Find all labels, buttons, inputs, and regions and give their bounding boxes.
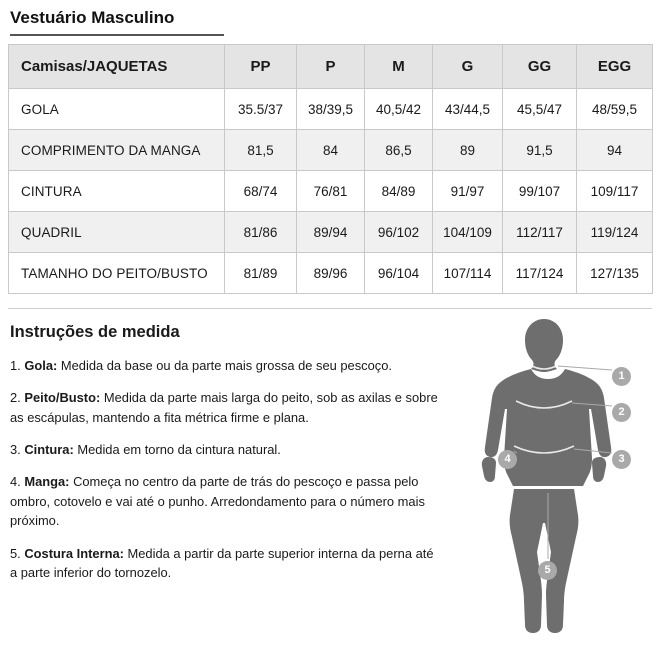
cell-gola-g: 43/44,5 xyxy=(433,89,503,130)
table-row xyxy=(9,171,653,212)
cell-cintura-gg: 99/107 xyxy=(503,171,577,212)
table-row xyxy=(9,130,653,171)
cell-gola-pp: 35.5/37 xyxy=(225,89,297,130)
male-body-icon xyxy=(444,313,654,633)
row-label-cintura: CINTURA xyxy=(9,171,225,212)
instruction-term-1: Gola: xyxy=(24,358,58,373)
table-row xyxy=(9,89,653,130)
instruction-number-4: 4. xyxy=(10,474,21,490)
cell-cintura-p: 76/81 xyxy=(297,171,365,212)
column-header-g: G xyxy=(433,45,503,89)
instruction-term-4: Manga: xyxy=(24,474,70,490)
instruction-text-1: Medida da base ou da parte mais grossa de seu pescoço. xyxy=(57,358,392,373)
cell-quadril-g: 104/109 xyxy=(433,212,503,253)
instruction-text-3: Medida em torno da cintura natural. xyxy=(73,442,281,458)
instruction-text-4: Começa no centro da parte de trás do pescoço e passa pelo ombro, cotovelo e vai até o punho. Arredondamento para o número mais próximo. xyxy=(10,474,425,529)
measurement-figure xyxy=(444,319,652,619)
cell-peito-egg: 127/135 xyxy=(577,253,653,294)
table-header-row xyxy=(9,45,653,89)
instruction-term-5: Costura Interna: xyxy=(24,545,124,561)
instruction-term-3: Cintura: xyxy=(24,442,74,458)
column-header-egg: EGG xyxy=(577,45,653,89)
instruction-number-1: 1. xyxy=(10,358,21,373)
cell-peito-m: 96/104 xyxy=(365,253,433,294)
cell-quadril-pp: 81/86 xyxy=(225,212,297,253)
row-label-tamanho-do-peito-busto: TAMANHO DO PEITO/BUSTO xyxy=(9,253,225,294)
cell-cintura-m: 84/89 xyxy=(365,171,433,212)
callout-marker-3: 3 xyxy=(612,450,631,469)
cell-manga-m: 86,5 xyxy=(365,130,433,171)
cell-manga-gg: 91,5 xyxy=(503,130,577,171)
table-row xyxy=(9,212,653,253)
callout-marker-1: 1 xyxy=(612,367,631,386)
cell-gola-egg: 48/59,5 xyxy=(577,89,653,130)
page-title: Vestuário Masculino xyxy=(10,8,175,27)
cell-cintura-g: 91/97 xyxy=(433,171,503,212)
cell-gola-gg: 45,5/47 xyxy=(503,89,577,130)
instruction-item-4 xyxy=(8,472,438,530)
cell-manga-egg: 94 xyxy=(577,130,653,171)
instructions-section xyxy=(0,309,660,619)
cell-manga-pp: 81,5 xyxy=(225,130,297,171)
instruction-text-2: Medida da parte mais larga do peito, sob as axilas e sobre as escápulas, mantendo a fita métrica firme e plana. xyxy=(10,390,438,425)
cell-quadril-egg: 119/124 xyxy=(577,212,653,253)
cell-cintura-egg: 109/117 xyxy=(577,171,653,212)
instruction-term-2: Peito/Busto: xyxy=(24,390,101,406)
instructions-heading: Instruções de medida xyxy=(10,323,180,341)
size-chart-table xyxy=(8,44,653,294)
table-header xyxy=(9,45,653,89)
column-header-m: M xyxy=(365,45,433,89)
column-header-gg: GG xyxy=(503,45,577,89)
cell-quadril-p: 89/94 xyxy=(297,212,365,253)
column-header-category: Camisas/JAQUETAS xyxy=(9,45,225,89)
cell-peito-gg: 117/124 xyxy=(503,253,577,294)
cell-peito-pp: 81/89 xyxy=(225,253,297,294)
cell-gola-p: 38/39,5 xyxy=(297,89,365,130)
row-label-quadril: QUADRIL xyxy=(9,212,225,253)
instructions-list xyxy=(8,319,438,619)
cell-cintura-pp: 68/74 xyxy=(225,171,297,212)
cell-quadril-gg: 112/117 xyxy=(503,212,577,253)
cell-quadril-m: 96/102 xyxy=(365,212,433,253)
instruction-number-5: 5. xyxy=(10,545,21,561)
cell-manga-p: 84 xyxy=(297,130,365,171)
instruction-item-2 xyxy=(8,388,438,427)
instruction-item-3 xyxy=(8,440,438,459)
row-label-gola: GOLA xyxy=(9,89,225,130)
size-table-container xyxy=(0,36,660,294)
cell-manga-g: 89 xyxy=(433,130,503,171)
cell-gola-m: 40,5/42 xyxy=(365,89,433,130)
callout-marker-5: 5 xyxy=(538,561,557,580)
instruction-number-3: 3. xyxy=(10,442,21,458)
cell-peito-p: 89/96 xyxy=(297,253,365,294)
cell-peito-g: 107/114 xyxy=(433,253,503,294)
column-header-p: P xyxy=(297,45,365,89)
instruction-item-1 xyxy=(8,356,438,375)
instruction-text-5: Medida a partir da parte superior interna da perna até a parte inferior do tornozelo. xyxy=(10,545,434,580)
callout-marker-2: 2 xyxy=(612,403,631,422)
row-label-comprimento-da-manga: COMPRIMENTO DA MANGA xyxy=(9,130,225,171)
callout-marker-4: 4 xyxy=(498,450,517,469)
instruction-item-5 xyxy=(8,544,438,583)
column-header-pp: PP xyxy=(225,45,297,89)
instruction-number-2: 2. xyxy=(10,390,21,406)
table-body xyxy=(9,89,653,294)
table-row xyxy=(9,253,653,294)
